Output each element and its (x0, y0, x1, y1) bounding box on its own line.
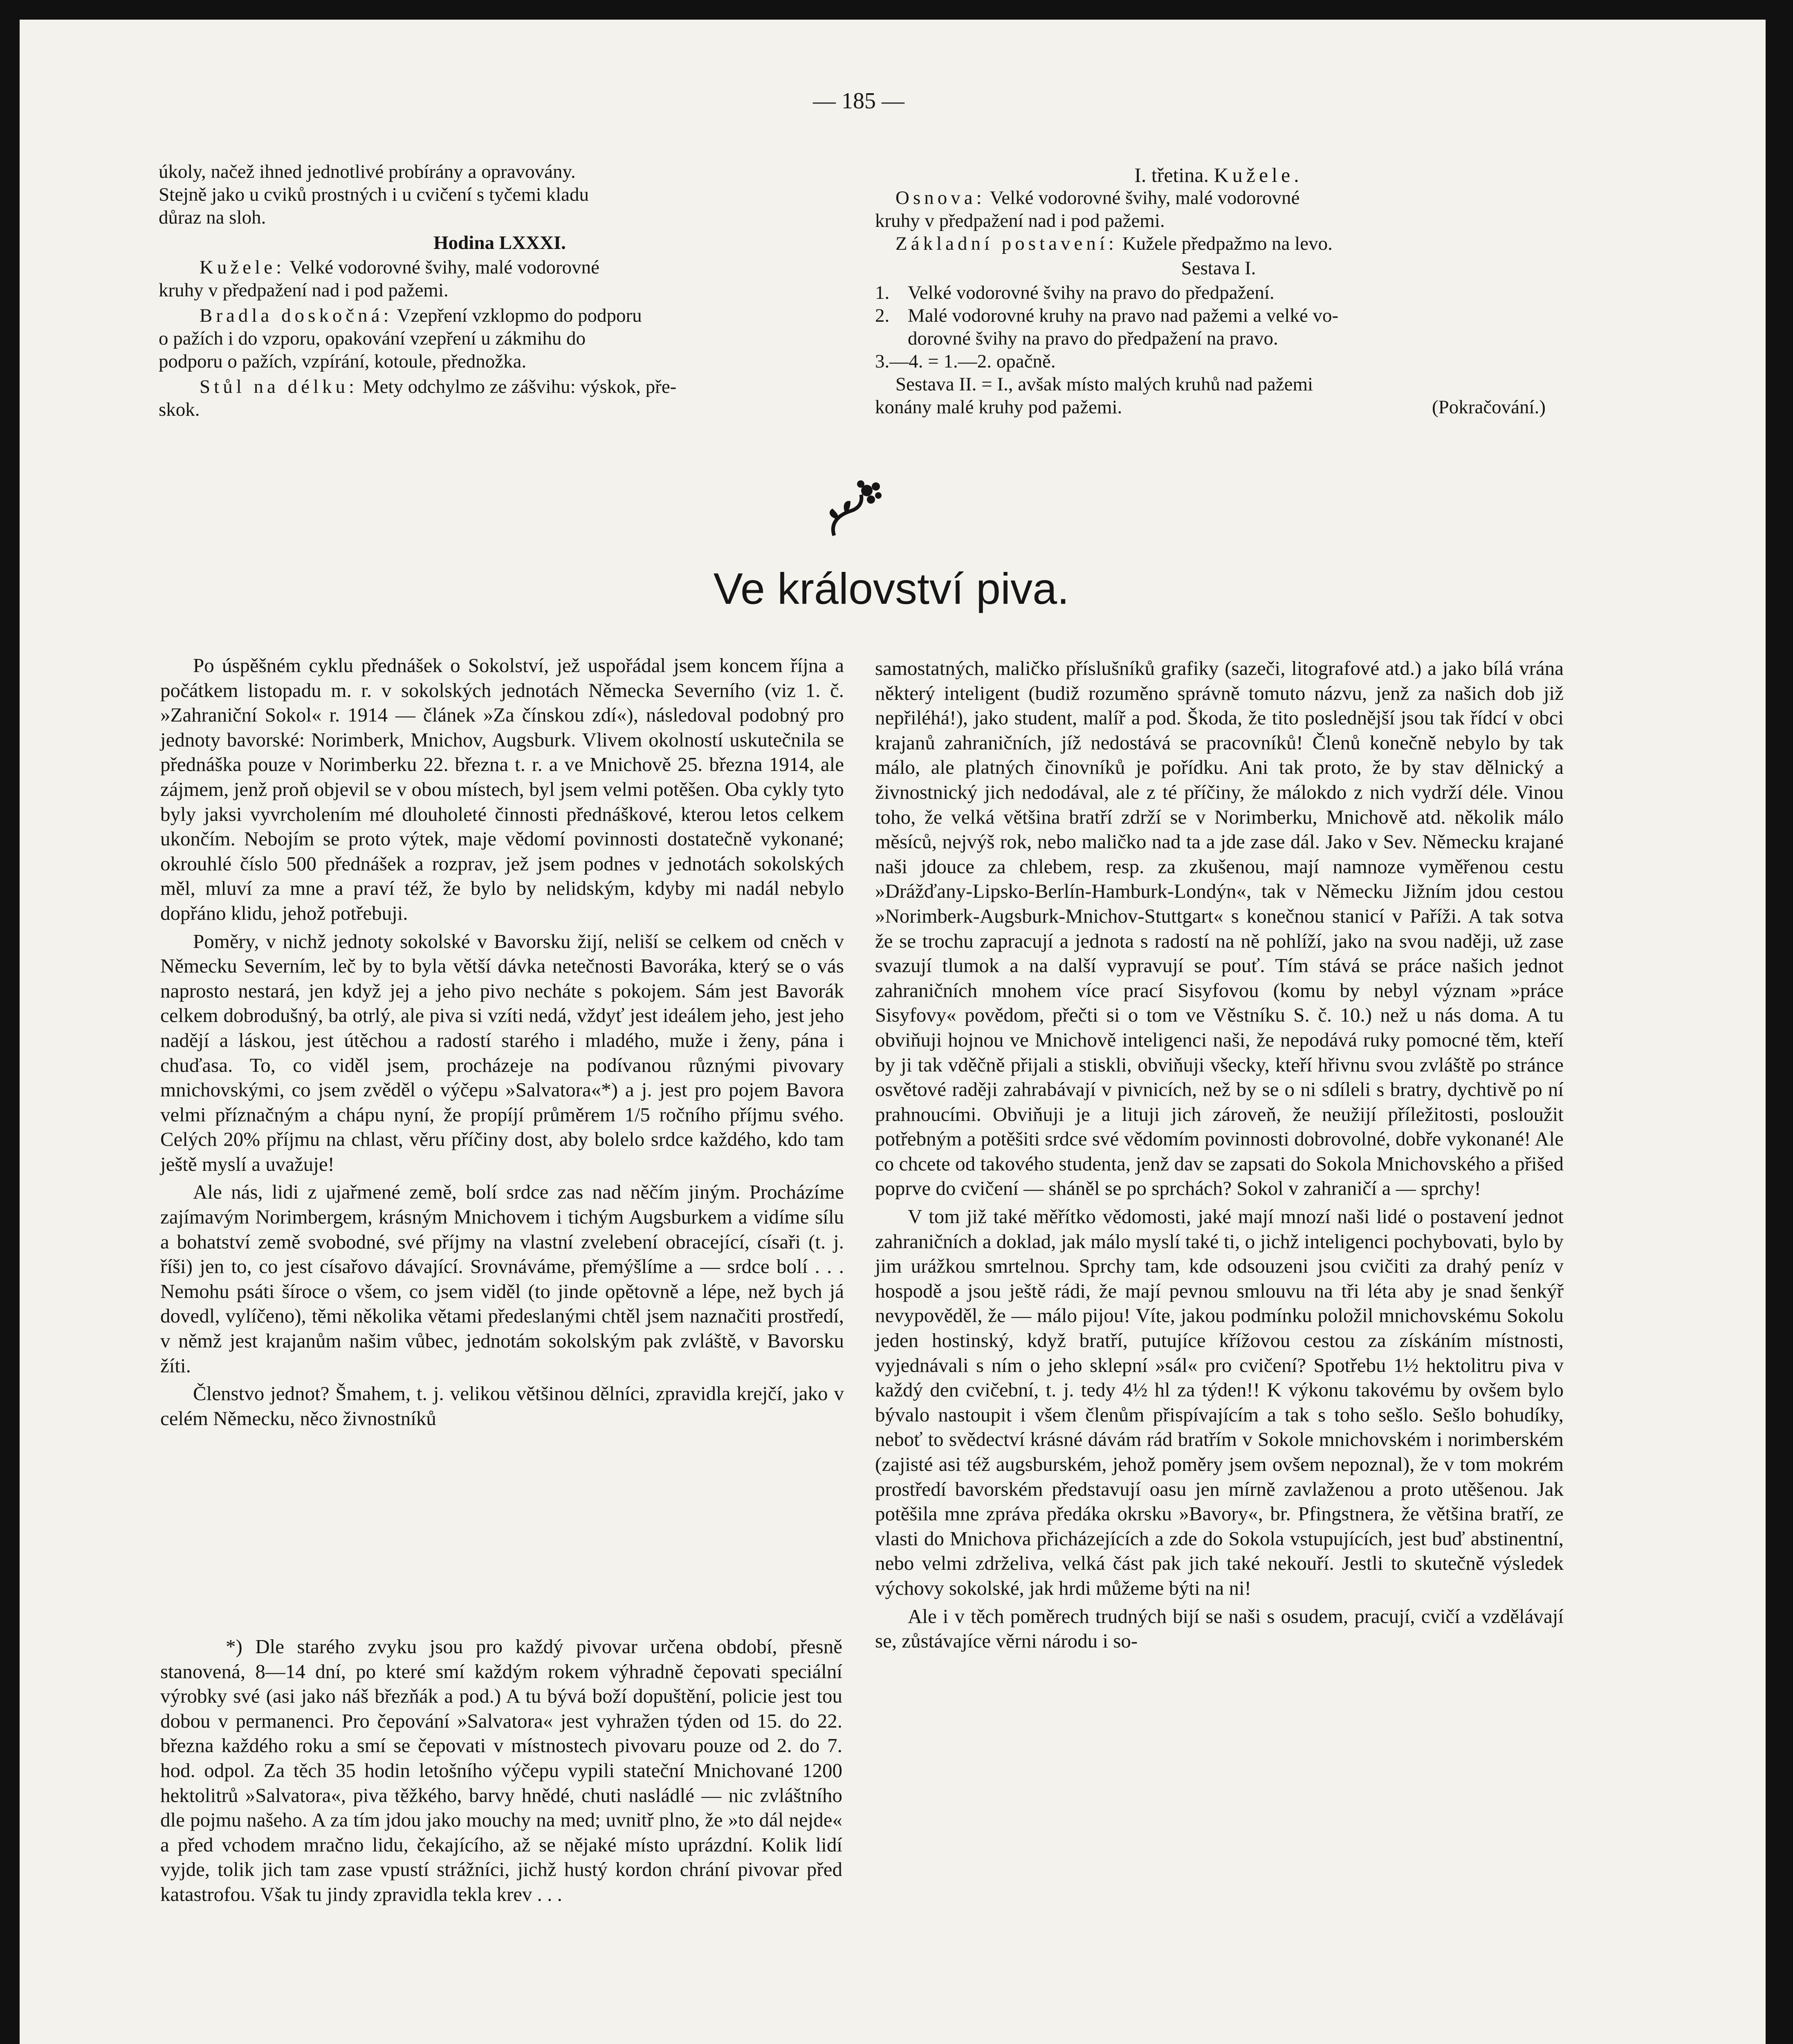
osnova-line-2: kruhy v předpažení nad i pod pažemi. (875, 210, 1165, 231)
paragraph-7: Ale i v těch poměrech trudných bijí se naši s osudem, pracují, cvičí a vzdělávají se, zůstávajíce věrni národu i so- (875, 1605, 1564, 1652)
footnote-text: *) Dle starého zvyku jsou pro každý pivovar určena období, přesně stanovená, 8—14 dní, po které smí každým rokem výhradně čepovati speciální výrobky své (asi jako náš březňák a pod.) A tu bývá boží dopuštění, policie jest tou dobou v permanenci. Pro čepování »Salvatora« jest vyhražen týden od 15. do 22. března každého roku a smí se čepovati v místnostech pivovaru pouze od 2. do 7. hod. odpol. Za těch 35 hodin letošního výčepu vypili stateční Mnichované 1200 hektolitrů »Salvatora«, piva těžkého, barvy hnědé, chuti nasládlé — nic zvláštního dle pojmu našeho. A za tím jdou jako mouchy na med; uvnitř plno, že »to dál nejde« a před vchodem mračno lidu, čekajícího, až se nějaké místo uprázdní. Kolik lidí vyjde, tolik jich tam zase vpustí strážníci, jichž hustý kordon chrání pivovar před katastrofou. Však tu jindy zpravidla tekla krev . . . (160, 1635, 842, 1905)
exercise-item-1: 1. Velké vodorovné švihy na pravo do předpažení. (875, 282, 1275, 303)
paragraph-5: samostatných, maličko příslušníků grafiky (sazeči, litografové atd.) a jako bílá vrána některý inteligent (budiž rozuměno správně tomuto názvu, jenž za našich dob již nepřiléhá!), jako student, malíř a pod. Škoda, že tito poslednější jsou tak řídcí v obci krajanů zahraničních, jíž nedostává se pracovníků! Členů konečně nebylo by tak málo, ale platných činovníků je pořídku. Ani tak proto, že by stav dělnický a živnostnický jich nedodával, ale z té příčiny, že málokdo z nich vydrží déle. Vinou toho, že velká většina bratří zdrží se v Norimberku, Mnichově atd. několik málo měsíců, nejvýš rok, nebo maličko nad ta a jde zase dál. Jako v Sev. Německu krajané naši jdouce za chlebem, resp. za zkušenou, mají namnoze vyměřenou cestu »Drážďany-Lipsko-Berlín-Hamburk-Londýn«, tak v Německu Jižním jdou cestou »Norimberk-Augsburk-Mnichov-Stuttgart« s konečnou stanicí v Paříži. A tak sotva že se trochu zapracují a jednota s radostí na ně pohlíží, jako na svou naději, už zase svazují tlumok a na další vypravují se pouť. Tím stává se práce našich jednot zahraničních mnohem více prací Sisyfovou (komu by nebyl význam »práce Sisyfovy« povědom, přečti si o tom ve Věstníku S. č. 10.) než u nás doma. A tu obviňuji hojnou ve Mnichově inteligenci naši, že nepodává ruky pomocné těm, kteří by ji tak vděčně přijali a stiskli, obviňuji všecky, kteří hřivnu svou zvláště po stránce osvětové raději zahrabávají v pivnicích, než by se o ni sdíleli s bratry, dychtivě po ní prahnoucími. Obviňuji je a lituji jich zároveň, že neužijí příležitosti, posloužit potřebným a potěšiti srdce své vědomím povinnosti dobrovolné, dobře vykonané! Ale co chcete od takového studenta, jenž dav se zapsati do Sokola Mnichovského a přišed poprve do cvičení — sháněl se po sprchách? Sokol v zahraničí a — sprchy! (875, 657, 1564, 1200)
zakladni-line: Základní postavení: Kužele předpažmo na levo. (895, 233, 1333, 254)
exercise-item-3-4: 3.—4. = 1.—2. opačně. (875, 351, 1056, 372)
intro-line-3: důraz na sloh. (159, 207, 266, 228)
paragraph-3: Ale nás, lidi z ujařmené země, bolí srdce zas nad něčím jiným. Procházíme zajímavým Norimbergem, krásným Mnichovem i tichým Augsburkem a vidíme sílu a bohatství země svobodné, své příjmy na vlastní zvelebení obracející, císaři (t. j. říši) jen to, co jest císařovo dávající. Srovnáváme, přemýšlíme a — srdce bolí . . . Nemohu psáti šíroce o všem, co jsem viděl (to jinde opětovně a lépe, než bych já dovedl, vylíčeno), těmi několika větami předeslanými chtěl jsem naznačiti prostředí, v němž jest krajanům našim vůbec, jednotám sokolským pak zvláště, v Bavorsku žíti. (160, 1181, 844, 1377)
osnova-line: Osnova: Velké vodorovné švihy, malé vodorovné (895, 187, 1300, 208)
page-number: — 185 — (813, 88, 904, 114)
floral-ornament-icon (822, 474, 887, 544)
sestava-1-heading: Sestava I. (1181, 258, 1256, 279)
paragraph-2: Poměry, v nichž jednoty sokolské v Bavorsku žijí, neliší se celkem od cněch v Německu Severním, leč by to byla větší dávka netečnosti Bavoráka, který se o vás naprosto nestará, jen když jej a jeho pivo necháte s pokojem. Sám jest Bavorák celkem dobrodušný, ba otrlý, ale piva si vzíti nedá, vždyť jest ideálem jeho, jest jeho nadějí a láskou, jest útěchou a radostí starého i mladého, muže i ženy, pána i chuďasa. To, co viděl jsem, procházeje na podívanou různými pivovary mnichovskými, co jsem zvěděl o výčepu »Salvatora«*) a j. jest pro pojem Bavora velmi příznačným a chápu nyní, že propíjí průměrem 1/5 ročního příjmu svého. Celých 20% příjmu na chlast, věru příčiny dost, aby bolelo srdce každého, kdo tam ještě myslí a uvažuje! (160, 930, 844, 1175)
intro-line-1: úkoly, načež ihned jednotlivé probírány a opravovány. (159, 161, 576, 182)
exercise-item-2: 2. Malé vodorovné kruhy na pravo nad pažemi a velké vo- dorovné švihy na pravo do předpažení na pravo. (875, 305, 1339, 349)
stul-line: Stůl na délku: Mety odchylmo ze zášvihu: výskok, pře- (200, 376, 677, 397)
lesson-heading: Hodina LXXXI. (433, 232, 566, 253)
bradla-line-2: o pažích i do vzporu, opakování vzepření u zákmihu do (159, 328, 586, 349)
left-body-column (160, 653, 844, 1431)
paragraph-6: V tom již také měřítko vědomosti, jaké mají mnozí naši lidé o postavení jednot zahraničních a doklad, jak málo myslí také ti, o jichž inteligenci pochybovati, bylo by jim urážkou smrtelnou. Sprchy tam, kde odsouzeni jsou cvičiti za drahý peníz v hospodě a jsou ještě rádi, že mají pevnou smlouvu na tři léta aby je snad šenkýř nevypověděl, že — málo pijou! Víte, jakou podmínku položil mnichovskému Sokolu jeden hostinský, když bratří, putujíce křížovou cestou za získáním místnosti, vyjednávali s ním o jeho sklepní »sál« pro cvičení? Spotřebu 1½ hektolitru piva v každý den cvičební, t. j. tedy 4½ hl za týden!! K výkonu takovému by ovšem bylo bývalo nastoupit i všem členům přispívajícím a tak s toho sešlo. Sešlo bohudíky, neboť to svědectví krásné dávám rád bratřím v Sokole mnichovském i norimberském (zajisté asi též augsburském, jehož poměry jsem ovšem nepoznal), že v tom mokrém prostředí bavorském představují oasu jen mírně zavlaženou a proto utěšenou. Jak potěšila mne zpráva předáka okrsku »Bavory«, br. Pfingstnera, že většina bratří, ze vlasti do Mnichova přicházejících a zde do Sokola vstupujících, jest buď abstinentní, nebo velmi zdrželiva, velká část pak jich také nekouří. Jestli to skutečně výsledek výchovy sokolské, jak hrdi můžeme býti na ni! (875, 1205, 1564, 1599)
continuation-line: konány malé kruhy pod pažemi. (Pokračování.) (875, 397, 1546, 418)
paragraph-1: Po úspěšném cyklu přednášek o Sokolství, jež uspořádal jsem koncem října a počátkem listopadu m. r. v sokolských jednotách Německa Severního (viz 1. č. »Zahraniční Sokol« r. 1914 — článek »Za čínskou zdí«), následoval podobný pro jednoty bavorské: Norimberk, Mnichov, Augsburk. Vlivem okolností uskutečnila se přednáška pouze v Norimberku 22. března t. r. a ve Mnichově 25. března 1914, ale zájmem, jenž proň objevil se v obou místech, byl jsem velmi potěšen. Oba cykly tyto byly jaksi vyvrcholením mé dlouholeté činnosti přednáškové, kterou letos celkem ukončím. Nebojím se proto výtek, maje vědomí povinnosti dostatečně vykonané; okrouhlé číslo 500 přednášek a rozprav, jež jsem podnes v jednotách sokolských měl, mluví za mne a praví též, že bylo by nelidským, kdyby mi nadál nebylo dopřáno klidu, jehož potřebuji. (160, 654, 844, 924)
stul-line-2: skok. (159, 399, 200, 420)
kuzele-line-2: kruhy v předpažení nad i pod pažemi. (159, 280, 449, 301)
paragraph-4: Členstvo jednot? Šmahem, t. j. velikou většinou dělníci, zpravidla krejčí, jako v celém Německu, něco živnostníků (160, 1382, 844, 1430)
right-body-column (875, 656, 1564, 1654)
intro-line-2: Stejně jako u cviků prostných i u cvičení s tyčemi kladu (159, 184, 589, 205)
bradla-line: Bradla doskočná: Vzepření vzklopmo do podporu (200, 305, 642, 326)
bradla-line-3: podporu o pažích, vzpírání, kotoule, přednožka. (159, 351, 527, 372)
left-top-column (159, 160, 841, 421)
right-top-column (875, 164, 1562, 419)
kuzele-line: Kužele: Velké vodorovné švihy, malé vodorovné (200, 257, 599, 278)
footnote (160, 1634, 842, 1907)
third-heading: I. třetina. Kužele. (1134, 164, 1303, 186)
sestava-2-line: Sestava II. = I., avšak místo malých kruhů nad pažemi (895, 374, 1313, 395)
article-title: Ve království piva. (713, 564, 1070, 613)
